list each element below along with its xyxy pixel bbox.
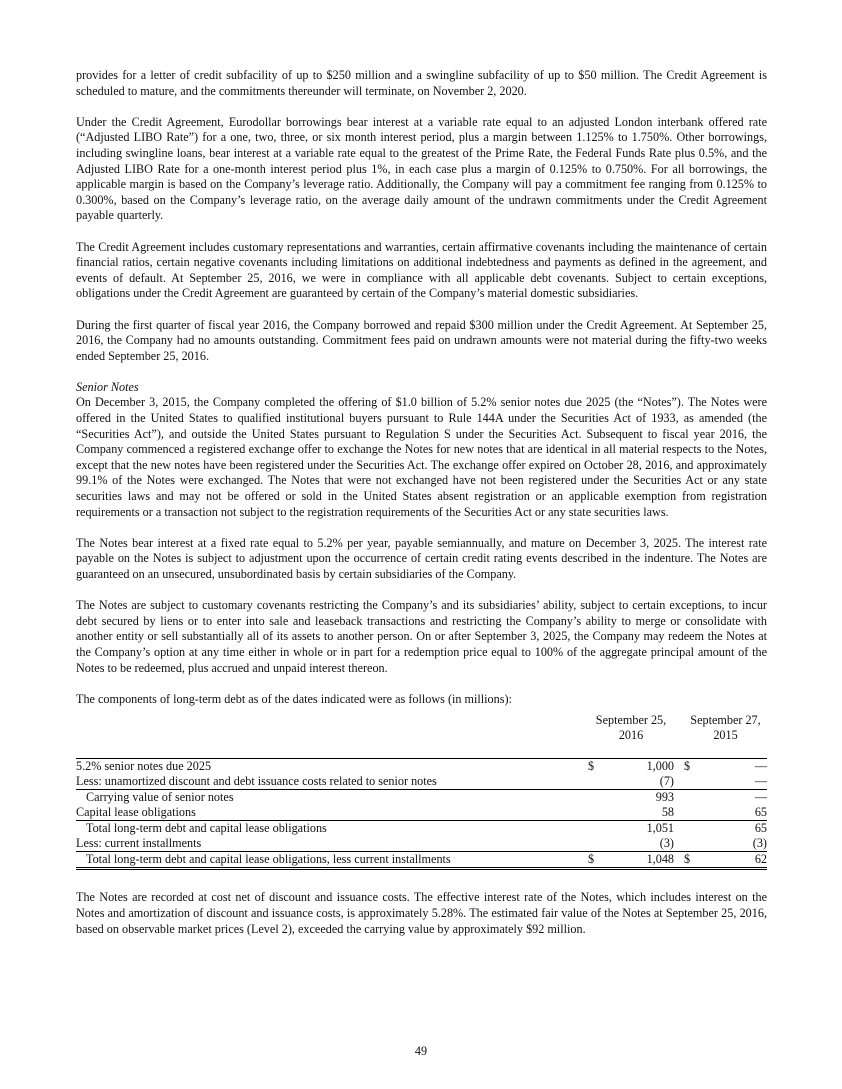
value-2015: — — [696, 759, 767, 775]
currency-symbol — [684, 821, 696, 837]
paragraph-interest-rates: Under the Credit Agreement, Eurodollar borrowings bear interest at a variable rate equal to an adjusted London interbank offered rate (“Adjusted LIBO Rate”) for a one, two, three, or six month interest period, plus a margin between 1.125% to 1.750%. Other borrowings, including swingline loans, bear interest at a variable rate equal to the greatest of the Prime Rate, the Federal Funds Rate plus 0.5%, and the Adjusted LIBO Rate for a one-month interest period plus 1%, in each case plus a margin of 0.125% to 0.750%. For all borrowings, the applicable margin is based on the Company’s leverage ratio. Additionally, the Company will pay a commitment fee ranging from 0.125% to 0.300%, based on the Company’s leverage ratio, on the average daily amount of the undrawn commitments under the Credit Agreement payable quarterly. — [76, 114, 767, 223]
section-title-senior-notes: Senior Notes — [76, 379, 139, 394]
page-number: 49 — [414, 1044, 428, 1058]
row-label: Less: unamortized discount and debt issuance costs related to senior notes — [76, 774, 588, 790]
currency-symbol — [588, 805, 600, 821]
row-label: Carrying value of senior notes — [86, 790, 234, 805]
currency-symbol — [684, 836, 696, 852]
row-label: 5.2% senior notes due 2025 — [76, 759, 588, 775]
value-2016: 993 — [655, 790, 674, 805]
paragraph-notes-interest: The Notes bear interest at a fixed rate equal to 5.2% per year, payable semiannually, and mature on December 3, 2025. The interest rate payable on the Notes is subject to adjustment upon the occurrence of certain credit rating events described in the indenture. The Notes are guaranteed on an unsecured, unsubordinated basis by certain subsidiaries of the Company. — [76, 535, 767, 581]
currency-symbol: $ — [684, 852, 696, 869]
paragraph-covenants: The Credit Agreement includes customary representations and warranties, certain affirmative covenants including the maintenance of certain financial ratios, certain negative covenants including limitations on additional indebtedness and payments as defined in the agreement, and events of default. At September 25, 2016, we were in compliance with all applicable debt covenants. Subject to certain exceptions, obligations under the Credit Agreement are guaranteed by certain of the Company’s material domestic subsidiaries. — [76, 239, 767, 301]
currency-symbol — [588, 821, 600, 837]
value-2016: 1,000 — [600, 759, 674, 775]
value-2015: 62 — [696, 852, 767, 869]
table-header-row — [76, 713, 767, 743]
currency-symbol — [684, 805, 696, 821]
currency-symbol — [684, 774, 696, 790]
row-label: Capital lease obligations — [76, 805, 588, 821]
value-2015: — — [754, 790, 767, 805]
paragraph-notes-covenants: The Notes are subject to customary covenants restricting the Company’s and its subsidiaries’ ability, subject to certain exceptions, to incur debt secured by liens or to enter into sale and leaseback transactions and restricting the Company’s ability to merge or consolidate with another entity or sell substantially all of its assets to another person. On or after September 3, 2025, the Company may redeem the Notes at the Company’s option at any time either in whole or in part for a redemption price equal to 100% of the aggregate principal amount of the Notes to be redeemed, plus accrued and unpaid interest thereon. — [76, 598, 767, 675]
table-row — [76, 790, 767, 806]
column-header-2016 — [588, 713, 674, 743]
row-label: Total long-term debt and capital lease obligations, less current installments — [76, 852, 588, 869]
value-2016: (7) — [600, 774, 674, 790]
table-row — [76, 805, 767, 821]
table-row-total — [76, 852, 767, 869]
value-2016: 58 — [600, 805, 674, 821]
column-header-2016-line2: 2016 — [618, 728, 644, 743]
currency-symbol: $ — [588, 759, 600, 775]
row-label: Less: current installments — [76, 836, 588, 852]
column-header-2015 — [684, 713, 767, 743]
paragraph-fair-value: The Notes are recorded at cost net of discount and issuance costs. The effective interest rate of the Notes, which includes interest on the Notes and amortization of discount and issuance costs, is approximately 5.28%. The estimated fair value of the Notes at September 25, 2016, based on observable market prices (Level 2), exceeded the carrying value by approximately $92 million. — [76, 890, 767, 936]
currency-symbol: $ — [588, 852, 600, 869]
currency-symbol — [588, 836, 600, 852]
currency-symbol — [588, 790, 600, 806]
column-header-2016-line1: September 25, — [595, 713, 667, 728]
value-2015: 65 — [696, 805, 767, 821]
table-row — [76, 759, 767, 775]
value-2015: — — [696, 774, 767, 790]
document-page — [76, 68, 767, 953]
value-2015: (3) — [696, 836, 767, 852]
long-term-debt-table — [76, 713, 767, 870]
column-header-2015-line1: September 27, — [690, 713, 761, 728]
value-2015: 65 — [754, 821, 767, 836]
value-2016: 1,051 — [646, 821, 674, 836]
paragraph-notes-offering: On December 3, 2015, the Company completed the offering of $1.0 billion of 5.2% senior notes due 2025 (the “Notes”). The Notes were offered in the United States to qualified institutional buyers pursuant to Rule 144A under the Securities Act of 1933, as amended (the “Securities Act”), and outside the United States pursuant to Regulation S under the Securities Act. Subsequent to fiscal year 2016, the Company commenced a registered exchange offer to exchange the Notes for new notes that are identical in all material respects to the Notes, except that the new notes have been registered under the Securities Act. The exchange offer expired on October 28, 2016, and approximately 99.1% of the Notes were exchanged. The Notes that were not exchanged have not been registered under the Securities Act or any state securities laws and may not be offered or sold in the United States absent registration or an applicable exemption from registration requirements or a transaction not subject to the registration requirements of the Securities Act or any state securities laws. — [76, 395, 767, 519]
value-2016: (3) — [600, 836, 674, 852]
paragraph-table-intro: The components of long-term debt as of the dates indicated were as follows (in millions): — [76, 691, 512, 706]
paragraph-credit-subfacility: provides for a letter of credit subfacility of up to $250 million and a swingline subfacility of up to $50 million. The Credit Agreement is scheduled to mature, and the commitments thereunder will terminate, on November 2, 2020. — [76, 68, 767, 98]
currency-symbol — [588, 774, 600, 790]
column-header-2015-line2: 2015 — [713, 728, 738, 743]
value-2016: 1,048 — [600, 852, 674, 869]
table-row — [76, 774, 767, 790]
paragraph-borrowings: During the first quarter of fiscal year 2016, the Company borrowed and repaid $300 million under the Credit Agreement. At September 25, 2016, the Company had no amounts outstanding. Commitment fees paid on undrawn amounts were not material during the fifty-two weeks ended September 25, 2016. — [76, 317, 767, 363]
currency-symbol: $ — [684, 759, 696, 775]
table-row — [76, 821, 767, 837]
table-row — [76, 836, 767, 852]
row-label: Total long-term debt and capital lease obligations — [86, 821, 327, 836]
currency-symbol — [684, 790, 696, 806]
